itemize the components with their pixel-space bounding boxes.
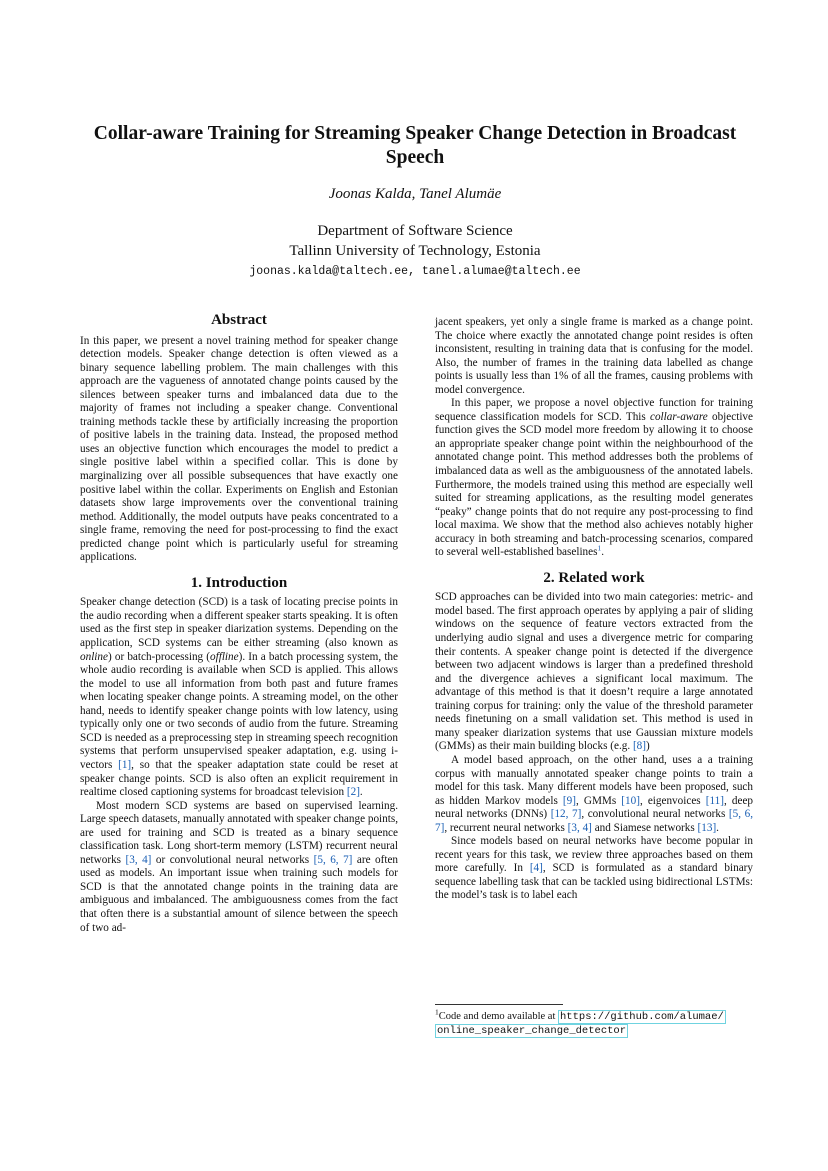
intro-paragraph-1: Speaker change detection (SCD) is a task of locating precise points in the audio recording when a different speaker starts speaking. It is often used as the first step in speaker diarization systems. Depending on the application, SCD systems can be either streaming (also known as online) or batch-processing (offline). In a batch processing system, the whole audio recording is available when SCD is applied. This allows the model to use all information from both past and future frames when locating speaker change points. A streaming model, on the other hand, needs to identify speaker change points with low latency, using typically only one or two seconds of audio from the future. Streaming SCD is needed as a preprocessing step in streaming speech recognition systems that perform unsupervised speaker adaptation, e.g. using i-vectors [1], so that the speaker adaptation state could be reset at speaker change points. SCD is also often an explicit requirement in realtime closed captioning systems for broadcast television [2]. (80, 596, 398, 799)
citation-link[interactable]: [9] (562, 794, 576, 807)
abstract-text: In this paper, we present a novel training method for speaker change detection models. Speaker change detection is often viewed as a binary sequence labelling problem. The main challenges with this approach are the vagueness of annotated change points caused by the silences between speaker turns and imbalanced data due to the majority of frames not including a speaker change. Conventional training methods tackle these by artificially increasing the proportion of positive labels in the training data. Instead, the proposed method uses an objective function which encourages the model to predict a single positive label within a specified collar. This is done by marginalizing over all possible subsequences that have exactly one positive label within the collar. Experiments on English and Estonian datasets show large improvements over the conventional training method. Additionally, the model outputs have peaks concentrated to a single frame, removing the need for post-processing to find the exact predicted change point which is particularly useful for streaming applications. (80, 334, 398, 564)
citation-link[interactable]: [8] (632, 740, 646, 753)
footnote-number: 1 (435, 1007, 439, 1017)
left-column (80, 314, 398, 935)
introduction-heading: 1. Introduction (190, 574, 288, 591)
repo-link[interactable]: https://github.com/alumae/ (560, 1011, 724, 1023)
repo-link-continued[interactable]: online_speaker_change_detector (437, 1025, 627, 1037)
related-paragraph-3: Since models based on neural networks have become popular in recent years for this task, we review three approaches based on them more carefully. In [4], SCD is formulated as a standard binary sequence labelling task that can be tackled using bidirectional LSTMs: the model’s task is to label each (435, 835, 753, 902)
author-emails[interactable]: joonas.kalda@taltech.ee, tanel.alumae@taltech.ee (249, 265, 581, 278)
intro-paragraph-2: Most modern SCD systems are based on supervised learning. Large speech datasets, manually annotated with speaker change points, are used for training and SCD is treated as a binary sequence classification task. Long short-term memory (LSTM) recurrent neural networks [3, 4] or convolutional neural networks [5, 6, 7] are often used as models. An important issue when training such models for SCD is that the annotated change points in the training data are ambiguous and imbalanced. The ambiguousness comes from the fact that often there is a substantial amount of silence between the speech of two ad- (80, 799, 399, 934)
citation-link[interactable]: [13] (697, 821, 717, 834)
citation-link[interactable]: [4] (529, 862, 543, 875)
abstract-heading: Abstract (211, 312, 267, 328)
citation-link[interactable]: [3, 4] (125, 853, 152, 866)
citation-link[interactable]: [2] (346, 786, 360, 799)
citation-link[interactable]: [1] (118, 758, 132, 771)
footnote (435, 1004, 753, 1038)
intro-paragraph-4: In this paper, we propose a novel objective function for training sequence classification models for SCD. This collar-aware objective function gives the SCD model more freedom by allowing it to choose an appropriate speaker change point within the neighbourhood of the annotated change point. This method addresses both the problems of imbalanced data as well as the ambiguousness of the annotated labels. Furthermore, the models trained using this method are especially well suited for streaming applications, as the resulting model generates “peaky” change points that do not require any post-processing to find local maxima. We show that the method also achieves notably higher accuracy in both streaming and batch-processing scenarios, compared to several well-established baselines$^1$. (435, 397, 753, 559)
related-paragraph-2: A model based approach, on the other hand, uses a a training corpus with manually annotated speaker change points to train a model for this task. Many different models have been proposed, such as hidden Markov models [9], GMMs [10], eigenvoices [11], deep neural networks (DNNs) [12, 7], convolutional neural networks [5, 6, 7], recurrent neural networks [3, 4] and Siamese networks [13]. (435, 753, 754, 834)
right-column (435, 316, 753, 903)
authors: Joonas Kalda, Tanel Alumäe (328, 186, 502, 202)
citation-link[interactable]: [11] (705, 794, 724, 807)
affiliation-department: Department of Software Science (317, 223, 513, 239)
footnote-divider (435, 1004, 563, 1005)
related-work-heading: 2. Related work (543, 569, 645, 586)
intro-paragraph-3: jacent speakers, yet only a single frame is marked as a change point. The choice where exactly the annotated change point resides is often inconsistent, resulting in training data that is confusing for the model. Also, the number of frames in the training data labelled as change points is usually less than 1% of all the frames, causing problems with model convergence. (435, 316, 753, 396)
citation-link[interactable]: [3, 4] (567, 821, 592, 834)
footnote-text: Code and demo available at (438, 1011, 558, 1022)
paper-title: Collar-aware Training for Streaming Speaker Change Detection in Broadcast Speech (93, 123, 737, 168)
citation-link[interactable]: [5, 6, 7] (313, 853, 353, 866)
footnote-marker[interactable]: 1 (597, 543, 602, 553)
citation-link[interactable]: [10] (621, 794, 640, 807)
citation-link[interactable]: [5, 6, 7] (435, 808, 753, 834)
citation-link[interactable]: [12, 7] (550, 808, 582, 821)
affiliation-university: Tallinn University of Technology, Estonia (289, 243, 541, 259)
related-paragraph-1: SCD approaches can be divided into two main categories: metric- and model based. The first approach operates by applying a pair of sliding windows on the sequence of feature vectors extracted from the underlying audio signal and uses a divergence metric for comparing their contents. A speaker change point is detected if the divergence between two adjacent windows is larger than a predefined threshold and the divergence achieves a significant local maximum. The advantage of this method is that it doesn’t require a large annotated training corpus for training: only the value of the threshold parameter needs finetuning on a small validation set. This method is used in many speaker diarization systems that use Gaussian mixture models (GMMs) as their main building blocks (e.g. [8]) (435, 591, 753, 753)
